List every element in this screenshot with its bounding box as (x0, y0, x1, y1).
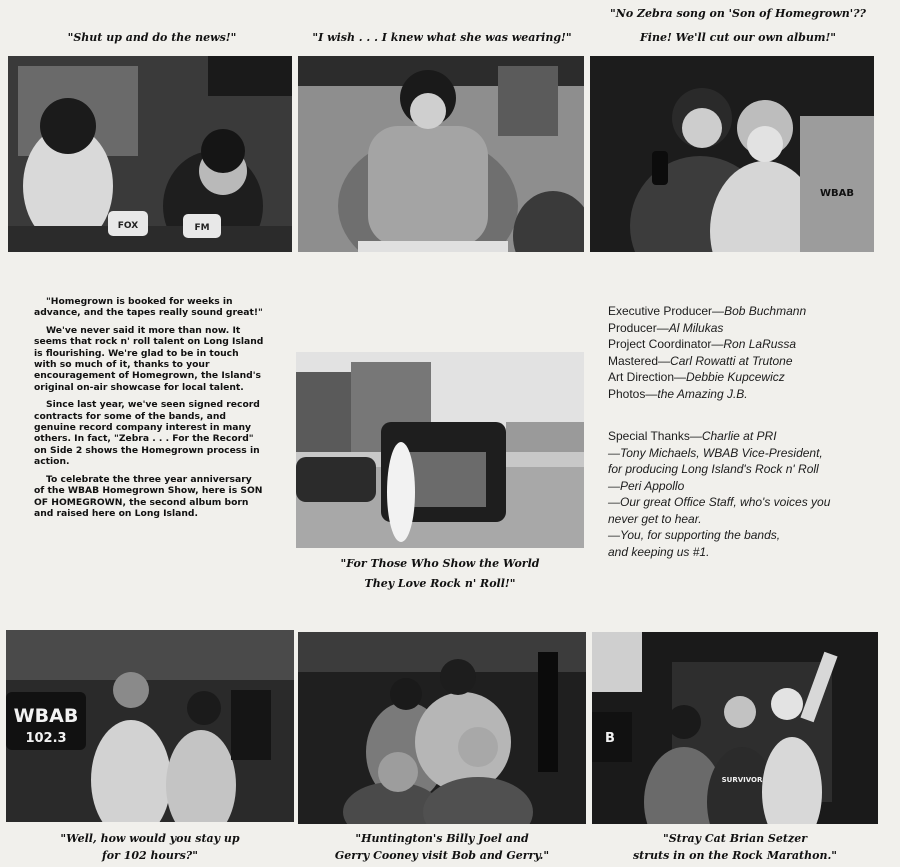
wbab-sign-text: WBAB (13, 705, 79, 727)
caption-rock-n-roll (296, 554, 584, 594)
thanks-line (608, 544, 893, 561)
credit-role: Producer— (608, 320, 669, 335)
caption-line: They Love Rock n' Roll!" (364, 577, 516, 590)
credit-name: Ron LaRussa (723, 337, 797, 351)
thanks-name: —Tony Michaels, WBAB Vice-President, (608, 445, 823, 460)
caption-billy-joel (298, 830, 586, 864)
thanks-line (608, 428, 893, 445)
intro-paragraph: We've never said it more than now. It seems that rock n' roll talent on Long Island is flourishing. We're glad to be in touch with so much of it, thanks to your encouragement of Homegrown, the Island's original on-air showcase for local talent. (34, 324, 264, 393)
credit-name: Carl Rowatti at Trutone (670, 353, 793, 368)
caption-setzer (592, 830, 878, 864)
credit-role: Executive Producer— (608, 304, 725, 318)
mug-label: FM (194, 223, 210, 233)
caption-102-hours (6, 830, 294, 864)
thanks-line (608, 511, 893, 528)
photo-wbab-marathon (6, 630, 294, 822)
thanks-name: Charlie at PRI (701, 429, 777, 443)
photo-zebra-band (590, 56, 874, 252)
photo-billy-joel (298, 632, 586, 824)
caption-line: Gerry Cooney visit Bob and Gerry." (334, 849, 550, 862)
intro-paragraph: To celebrate the three year anniversary of the WBAB Homegrown Show, here is SON OF HOMEGROWN, the second album born and raised here on Long Island. (34, 473, 263, 519)
credit-role: Project Coordinator— (608, 337, 724, 351)
photo-brian-setzer (592, 632, 878, 824)
thanks-name: —You, for supporting the bands, (608, 528, 781, 542)
thanks-line (608, 494, 893, 511)
caption-shut-up (10, 28, 294, 48)
credit-role: Art Direction— (608, 370, 687, 384)
caption-line: "Huntington's Billy Joel and (355, 832, 529, 845)
credit-line (608, 369, 893, 386)
credit-line (608, 303, 893, 320)
thanks-name: for producing Long Island's Rock n' Roll (608, 462, 819, 476)
caption-line: "No Zebra song on 'Son of Homegrown'?? (610, 7, 866, 20)
thanks-name: —Our great Office Staff, who's voices you (608, 495, 831, 509)
photo-car-surfboard (296, 352, 584, 548)
credit-role: Photos— (608, 386, 658, 401)
credit-line (608, 386, 893, 403)
credit-line (608, 320, 893, 337)
thanks-line (608, 461, 893, 478)
credit-line (608, 336, 893, 353)
thanks-line (608, 478, 893, 495)
b-sign-text: B (605, 731, 615, 746)
thanks-role: Special Thanks— (608, 429, 702, 443)
credit-name: Debbie Kupcewicz (686, 370, 785, 384)
caption-line: "Shut up and do the news!" (67, 31, 237, 44)
mug-label: FOX (117, 221, 139, 231)
caption-zebra (590, 4, 886, 48)
credits-block (608, 303, 893, 402)
credit-line (608, 353, 893, 370)
thanks-name: —Peri Appollo (608, 478, 685, 493)
photo-birthday-cake (298, 56, 584, 252)
thanks-name: and keeping us #1. (608, 544, 710, 559)
caption-line: "I wish . . . I knew what she was wearing!" (312, 31, 572, 44)
thanks-line (608, 527, 893, 544)
special-thanks-block (608, 428, 893, 560)
intro-text (34, 296, 264, 525)
caption-line: "Stray Cat Brian Setzer (663, 832, 807, 845)
caption-line: "For Those Who Show the World (340, 557, 540, 570)
credit-name: Al Milukas (668, 320, 724, 335)
credit-name: the Amazing J.B. (657, 386, 748, 401)
wbab-freq-text: 102.3 (25, 731, 67, 746)
thanks-name: never get to hear. (608, 511, 702, 526)
caption-i-wish (298, 28, 586, 48)
shirt-label: WBAB (819, 188, 855, 199)
credit-name: Bob Buchmann (724, 304, 807, 318)
caption-line: "Well, how would you stay up (60, 832, 240, 845)
thanks-line (608, 445, 893, 462)
shirt-survivor-text: SURVIVOR (721, 776, 763, 784)
caption-line: Fine! We'll cut our own album!" (639, 31, 837, 44)
caption-line: struts in on the Rock Marathon." (632, 849, 838, 862)
credit-role: Mastered— (608, 353, 671, 368)
intro-paragraph: "Homegrown is booked for weeks in advance, and the tapes really sound great!" (34, 296, 263, 319)
photo-radio-studio (8, 56, 292, 252)
intro-paragraph: Since last year, we've seen signed record contracts for some of the bands, and genuine record company interest in many others. In fact, "Zebra . . . For the Record" on Side 2 shows the Homegrown process in action. (34, 399, 260, 468)
caption-line: for 102 hours?" (102, 849, 198, 862)
